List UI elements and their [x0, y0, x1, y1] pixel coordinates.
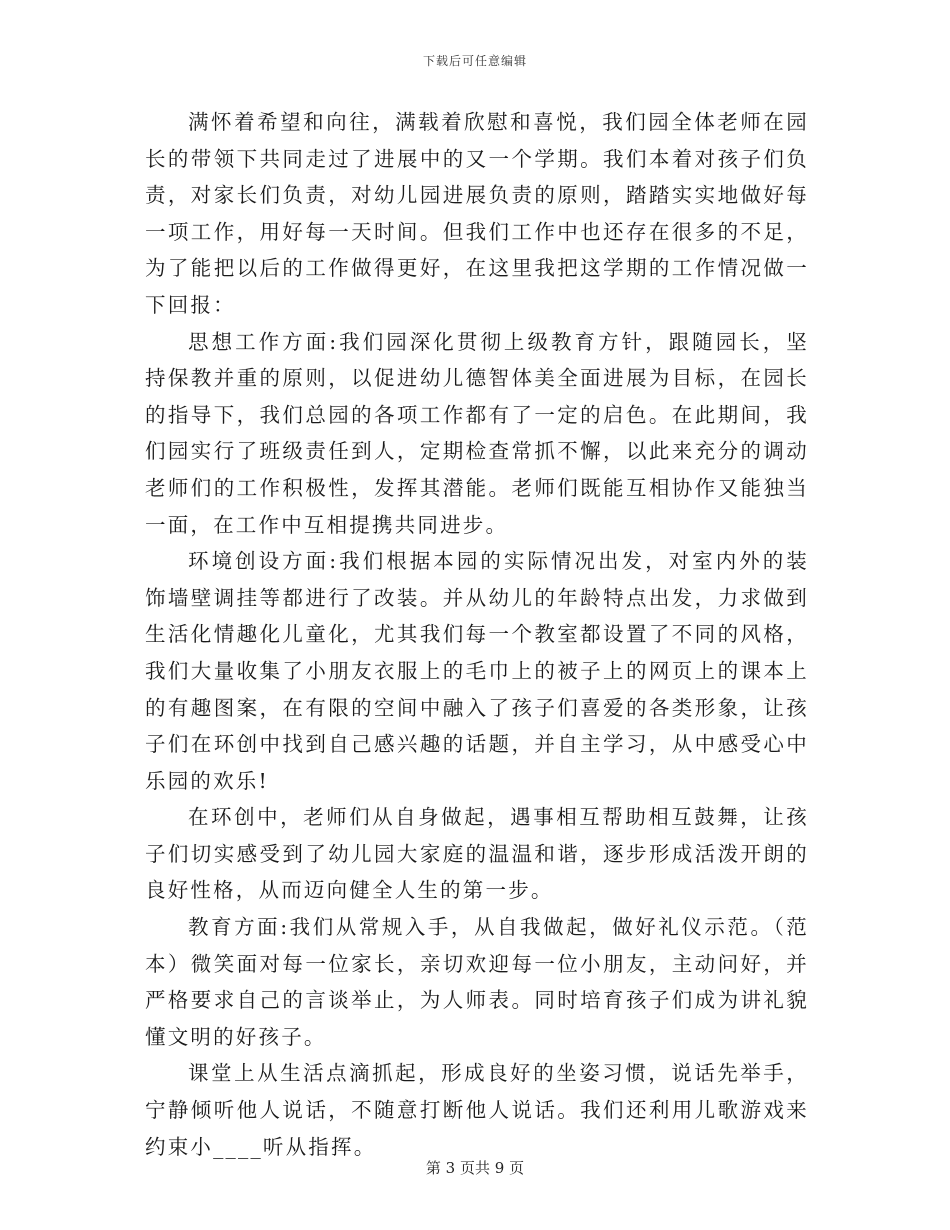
paragraph-ideology: 思想工作方面:我们园深化贯彻上级教育方针，跟随园长，坚持保教并重的原则，以促进幼儿德智体美全面进展为目标，在园长的指导下，我们总园的各项工作都有了一定的启色。在此期间，我们园实行了班级责任到人，定期检查常抓不懈，以此来充分的调动老师们的工作积极性，发挥其潜能。老师们既能互相协作又能独当一面，在工作中互相提携共同进步。: [145, 329, 809, 537]
document-body: [145, 104, 809, 1165]
paragraph-environment: 环境创设方面:我们根据本园的实际情况出发，对室内外的装饰墙壁调挂等都进行了改装。并从幼儿的年龄特点出发，力求做到生活化情趣化儿童化，尤其我们每一个教室都设置了不同的风格，我们大量收集了小朋友衣服上的毛巾上的被子上的网页上的课本上的有趣图案，在有限的空间中融入了孩子们喜爱的各类形象，让孩子们在环创中找到自己感兴趣的话题，并自主学习，从中感受心中乐园的欢乐!: [145, 549, 809, 793]
paragraph-education: 教育方面:我们从常规入手，从自我做起，做好礼仪示范。（范本）微笑面对每一位家长，亲切欢迎每一位小朋友，主动问好，并严格要求自己的言谈举止，为人师表。同时培育孩子们成为讲礼貌懂文明的好孩子。: [145, 915, 809, 1049]
page-header-note: 下载后可任意编辑: [422, 54, 527, 68]
page-number-footer: 第 3 页共 9 页: [425, 1159, 525, 1177]
paragraph-environment-teachers: 在环创中，老师们从自身做起，遇事相互帮助相互鼓舞，让孩子们切实感受到了幼儿园大家庭的温温和谐，逐步形成活泼开朗的良好性格，从而迈向健全人生的第一步。: [145, 805, 809, 903]
paragraph-classroom: 课堂上从生活点滴抓起，形成良好的坐姿习惯，说话先举手，宁静倾听他人说话，不随意打断他人说话。我们还利用儿歌游戏来约束小____听从指挥。: [145, 1061, 809, 1159]
paragraph-intro: 满怀着希望和向往，满载着欣慰和喜悦，我们园全体老师在园长的带领下共同走过了进展中的又一个学期。我们本着对孩子们负责，对家长们负责，对幼儿园进展负责的原则，踏踏实实地做好每一项工作，用好每一天时间。但我们工作中也还存在很多的不足，为了能把以后的工作做得更好，在这里我把这学期的工作情况做一下回报：: [145, 110, 809, 317]
